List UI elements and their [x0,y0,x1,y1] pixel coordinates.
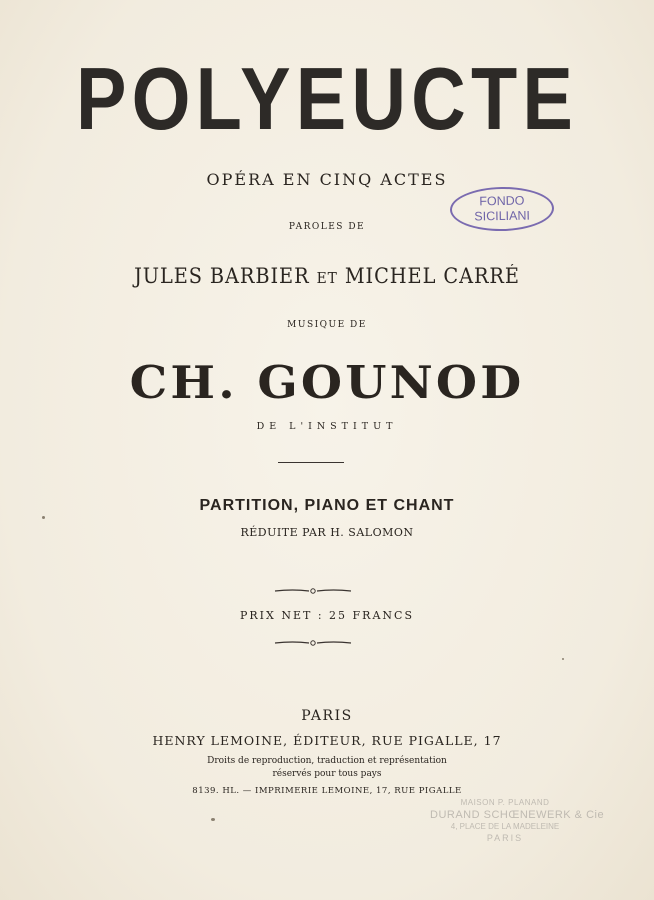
institut-label: DE L'INSTITUT [256,421,398,432]
ornament-divider-bottom [273,638,353,648]
librettists [26,264,628,288]
dealer-stamp-line4: PARIS [486,833,524,843]
dealer-stamp-line2: DURAND SCHŒNEWERK & Cie [430,809,605,821]
library-stamp-line1: FONDO [479,193,525,209]
paper-speck [562,658,564,660]
authors-conjunction: ET [316,269,338,287]
opera-subtitle: OPÉRA EN CINQ ACTES [206,170,448,189]
reduction-credit: RÉDUITE PAR H. SALOMON [240,526,414,539]
divider-rule [278,462,344,463]
librettist-2: MICHEL CARRÉ [344,264,520,288]
publisher-line: HENRY LEMOINE, ÉDITEUR, RUE PIGALLE, 17 [152,733,502,748]
opera-title: POLYEUCTE [75,49,579,148]
musique-label: MUSIQUE DE [287,320,367,330]
paper-speck [211,818,215,821]
dealer-stamp-line3: 4, PLACE DE LA MADELEINE [450,822,560,831]
rights-line-1: Droits de reproduction, traduction et représentation [207,756,447,766]
dealer-stamp [430,798,605,843]
librettist-1: JULES BARBIER [134,264,310,288]
rights-line-2: réservés pour tous pays [272,769,382,779]
composer-name: CH. GOUNOD [129,356,525,409]
price-line: PRIX NET : 25 FRANCS [240,609,414,622]
score-type: PARTITION, PIANO ET CHANT [199,497,455,514]
paper-speck [42,516,45,519]
dealer-stamp-line1: MAISON P. PLANAND [460,798,550,807]
printer-line: 8139. HL. — IMPRIMERIE LEMOINE, 17, RUE PIGALLE [192,786,462,796]
library-stamp-line2: SICILIANI [474,208,531,224]
paroles-label: PAROLES DE [288,222,366,232]
ornament-divider-top [273,586,353,596]
publisher-city: PARIS [301,708,353,724]
